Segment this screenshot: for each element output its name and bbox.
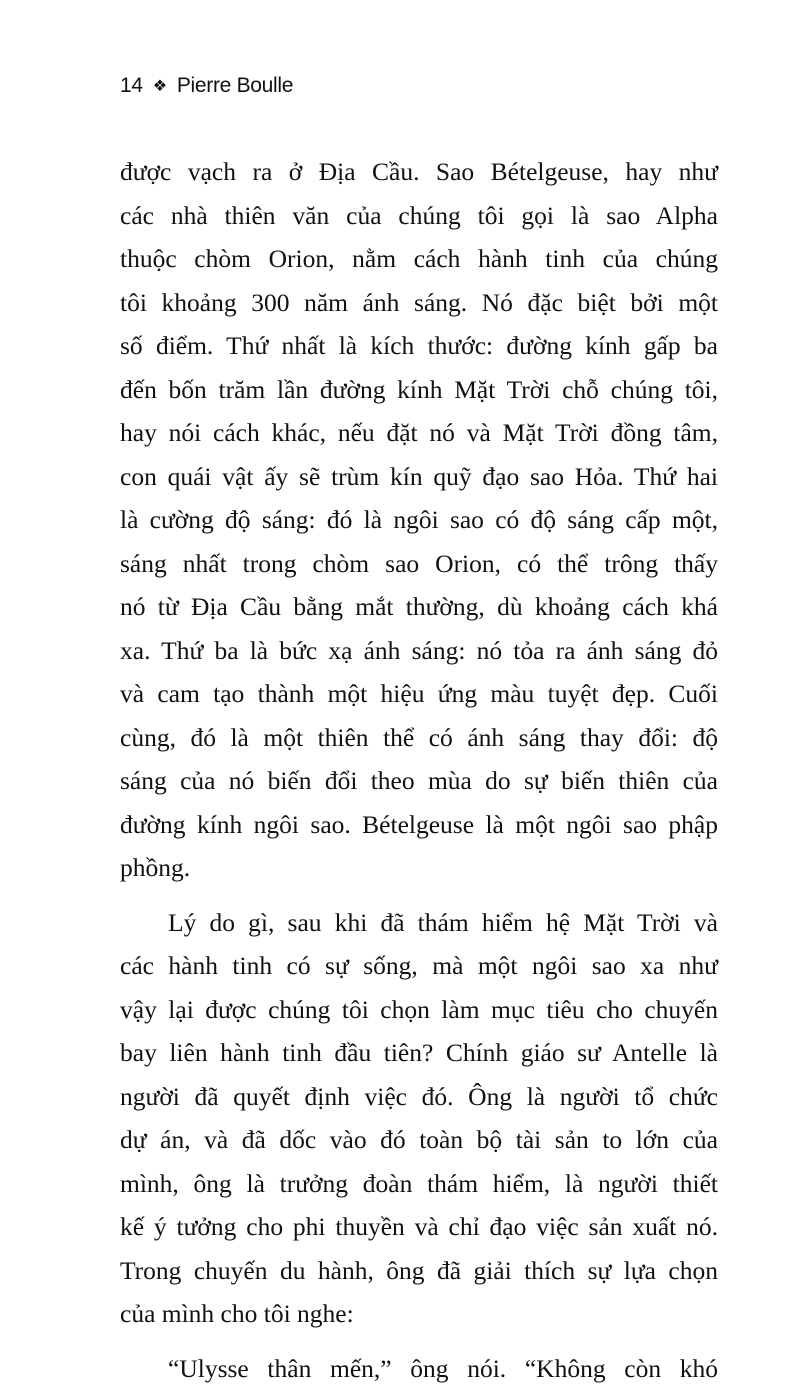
text-line: cùng, đó là một thiên thể có ánh sáng thay đổi: độ bbox=[120, 716, 718, 760]
text-line: phồng. bbox=[120, 846, 718, 890]
text-line: Lý do gì, sau khi đã thám hiểm hệ Mặt Trời và bbox=[120, 901, 718, 945]
text-line: sáng nhất trong chòm sao Orion, có thể trông thấy bbox=[120, 542, 718, 586]
text-line: và cam tạo thành một hiệu ứng màu tuyệt đẹp. Cuối bbox=[120, 672, 718, 716]
paragraph bbox=[120, 150, 718, 890]
paragraph bbox=[120, 901, 718, 1336]
author-name: Pierre Boulle bbox=[177, 74, 293, 98]
text-line: số điểm. Thứ nhất là kích thước: đường kính gấp ba bbox=[120, 324, 718, 368]
text-line: con quái vật ấy sẽ trùm kín quỹ đạo sao Hỏa. Thứ hai bbox=[120, 455, 718, 499]
text-line: dự án, và đã dốc vào đó toàn bộ tài sản to lớn của bbox=[120, 1118, 718, 1162]
body-text bbox=[120, 150, 718, 1390]
text-line: sáng của nó biến đổi theo mùa do sự biến thiên của bbox=[120, 759, 718, 803]
text-line: các nhà thiên văn của chúng tôi gọi là sao Alpha bbox=[120, 194, 718, 238]
text-line: người đã quyết định việc đó. Ông là người tổ chức bbox=[120, 1075, 718, 1119]
text-line: đường kính ngôi sao. Bételgeuse là một ngôi sao phập bbox=[120, 803, 718, 847]
paragraph bbox=[120, 1347, 718, 1390]
page-number: 14 bbox=[120, 74, 143, 98]
text-line: mình, ông là trưởng đoàn thám hiểm, là người thiết bbox=[120, 1162, 718, 1206]
running-header bbox=[120, 74, 293, 98]
ornament-icon: ❖ bbox=[153, 76, 167, 96]
text-line: được vạch ra ở Địa Cầu. Sao Bételgeuse, hay như bbox=[120, 150, 718, 194]
text-line: tôi khoảng 300 năm ánh sáng. Nó đặc biệt bởi một bbox=[120, 281, 718, 325]
text-line: của mình cho tôi nghe: bbox=[120, 1292, 718, 1336]
text-line: “Ulysse thân mến,” ông nói. “Không còn khó bbox=[120, 1347, 718, 1390]
text-line: xa. Thứ ba là bức xạ ánh sáng: nó tỏa ra ánh sáng đỏ bbox=[120, 629, 718, 673]
text-line: vậy lại được chúng tôi chọn làm mục tiêu cho chuyến bbox=[120, 988, 718, 1032]
text-line: thuộc chòm Orion, nằm cách hành tinh của chúng bbox=[120, 237, 718, 281]
text-line: các hành tinh có sự sống, mà một ngôi sao xa như bbox=[120, 944, 718, 988]
text-line: đến bốn trăm lần đường kính Mặt Trời chỗ chúng tôi, bbox=[120, 368, 718, 412]
text-line: kế ý tưởng cho phi thuyền và chỉ đạo việc sản xuất nó. bbox=[120, 1205, 718, 1249]
text-line: là cường độ sáng: đó là ngôi sao có độ sáng cấp một, bbox=[120, 498, 718, 542]
text-line: nó từ Địa Cầu bằng mắt thường, dù khoảng cách khá bbox=[120, 585, 718, 629]
text-line: bay liên hành tinh đầu tiên? Chính giáo sư Antelle là bbox=[120, 1031, 718, 1075]
text-line: hay nói cách khác, nếu đặt nó và Mặt Trời đồng tâm, bbox=[120, 411, 718, 455]
text-line: Trong chuyến du hành, ông đã giải thích sự lựa chọn bbox=[120, 1249, 718, 1293]
